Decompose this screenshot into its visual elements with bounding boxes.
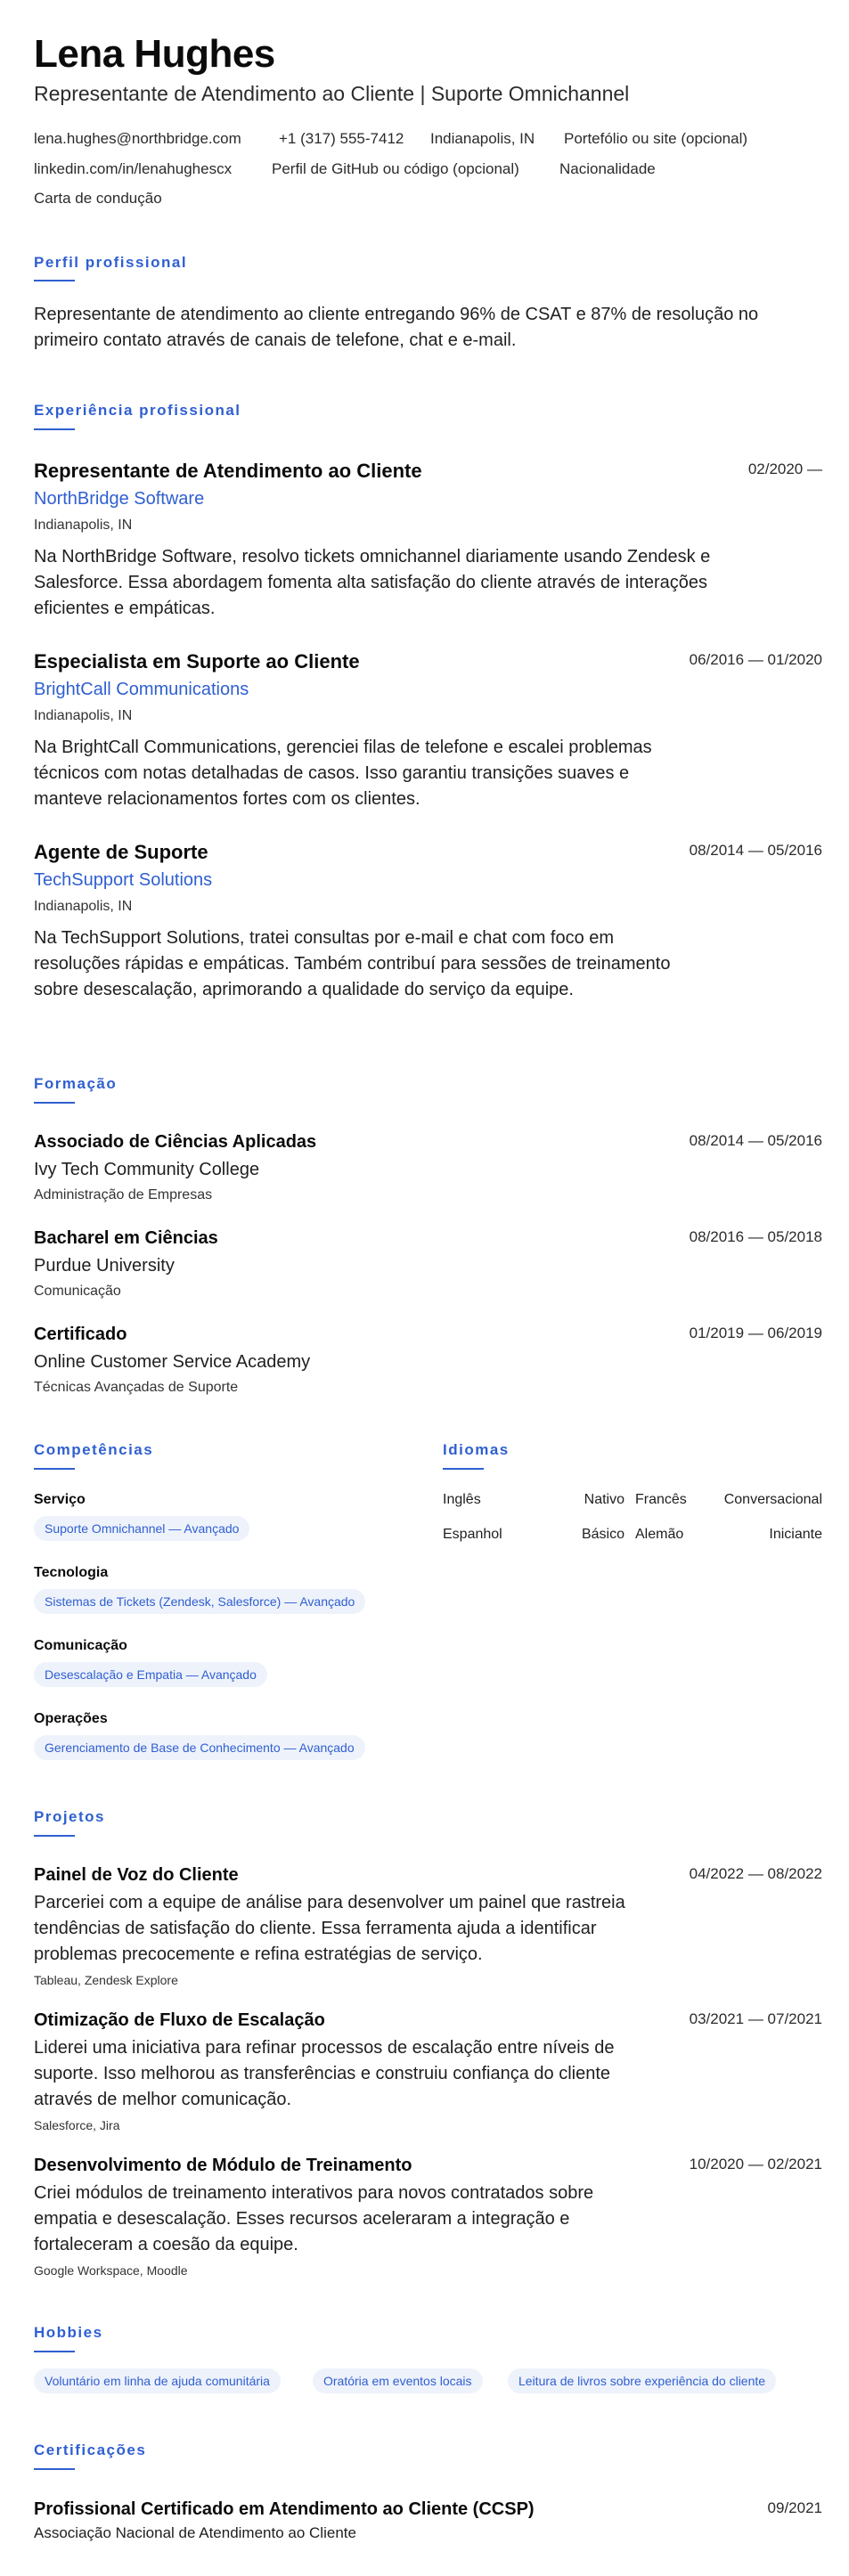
section-title-profile: Perfil profissional xyxy=(34,254,188,271)
job-company: TechSupport Solutions xyxy=(34,870,213,890)
job-dates: 02/2020 — xyxy=(747,461,822,477)
skill-chip: Desescalação e Empatia — Avançado xyxy=(34,1662,267,1687)
language-name: Espanhol xyxy=(443,1527,502,1542)
language-level: Conversacional xyxy=(723,1492,822,1507)
section-title-experience: Experiência profissional xyxy=(34,402,241,419)
project-description: Criei módulos de treinamento interativos para novos contratados sobre empatia e desescalação. Esses recursos aceleraram a integração e fortaleceram a coesão da equipe. xyxy=(34,2183,594,2254)
section-rule xyxy=(34,2468,75,2470)
education-school: Online Customer Service Academy xyxy=(34,1352,311,1372)
contact-nationality: Nacionalidade xyxy=(559,160,656,177)
project-tools: Salesforce, Jira xyxy=(34,2118,120,2132)
language-name: Inglês xyxy=(443,1492,481,1507)
section-rule xyxy=(34,1468,75,1470)
contact-linkedin[interactable]: linkedin.com/in/lenahughescx xyxy=(34,160,233,177)
project-tools: Tableau, Zendesk Explore xyxy=(34,1973,178,1987)
language-level: Iniciante xyxy=(769,1527,822,1542)
section-rule xyxy=(34,428,75,430)
education-degree: Bacharel em Ciências xyxy=(34,1228,218,1248)
education-field: Comunicação xyxy=(34,1284,121,1299)
education-dates: 01/2019 — 06/2019 xyxy=(689,1325,822,1341)
education-school: Purdue University xyxy=(34,1256,175,1276)
section-rule xyxy=(34,1835,75,1837)
contact-driving-license: Carta de condução xyxy=(34,190,162,207)
skill-category: Operações xyxy=(34,1711,108,1726)
section-title-certifications: Certificações xyxy=(34,2441,147,2458)
language-level: Básico xyxy=(581,1527,625,1542)
job-title: Especialista em Suporte ao Cliente xyxy=(34,650,360,673)
profile-summary: Representante de atendimento ao cliente entregando 96% de CSAT e 87% de resolução no primeiro contato através de canais de telefone, chat e e-mail. xyxy=(34,305,759,350)
skill-chip: Gerenciamento de Base de Conhecimento — Avançado xyxy=(34,1735,365,1760)
job-title: Representante de Atendimento ao Cliente xyxy=(34,460,422,482)
candidate-name: Lena Hughes xyxy=(34,32,275,76)
section-title-hobbies: Hobbies xyxy=(34,2324,103,2341)
certification-date: 09/2021 xyxy=(767,2499,822,2516)
job-company: BrightCall Communications xyxy=(34,680,249,699)
education-dates: 08/2014 — 05/2016 xyxy=(689,1132,822,1149)
contact-phone[interactable]: +1 (317) 555-7412 xyxy=(279,130,404,147)
contact-github[interactable]: Perfil de GitHub ou código (opcional) xyxy=(272,160,519,177)
section-rule xyxy=(443,1468,484,1470)
skill-chip: Sistemas de Tickets (Zendesk, Salesforce) — Avançado xyxy=(34,1589,365,1614)
language-name: Francês xyxy=(635,1492,687,1507)
project-name: Painel de Voz do Cliente xyxy=(34,1865,239,1885)
certification-issuer: Associação Nacional de Atendimento ao Cliente xyxy=(34,2524,356,2541)
hobby-chip: Leitura de livros sobre experiência do cliente xyxy=(508,2368,776,2393)
job-location: Indianapolis, IN xyxy=(34,518,133,533)
hobby-chip: Voluntário em linha de ajuda comunitária xyxy=(34,2368,281,2393)
job-company: NorthBridge Software xyxy=(34,489,205,509)
contact-location: Indianapolis, IN xyxy=(430,130,535,147)
job-description: Na BrightCall Communications, gerenciei filas de telefone e escalei problemas técnicos com notas detalhadas de casos. Isso garantiu transições suaves e manteve relacionamentos fortes com os clientes. xyxy=(34,738,652,809)
job-title: Agente de Suporte xyxy=(34,841,208,863)
project-name: Otimização de Fluxo de Escalação xyxy=(34,2010,325,2030)
education-field: Técnicas Avançadas de Suporte xyxy=(34,1380,239,1395)
job-location: Indianapolis, IN xyxy=(34,708,133,723)
skill-category: Serviço xyxy=(34,1492,86,1507)
project-dates: 10/2020 — 02/2021 xyxy=(689,2156,822,2172)
education-field: Administração de Empresas xyxy=(34,1187,213,1202)
job-dates: 08/2014 — 05/2016 xyxy=(689,842,822,859)
project-description: Liderei uma iniciativa para refinar processos de escalação entre níveis de suporte. Isso melhorou as transferências e construiu confiança do cliente através de melhor comunicação. xyxy=(34,2038,615,2109)
skill-category: Comunicação xyxy=(34,1638,127,1653)
hobby-chip: Oratória em eventos locais xyxy=(313,2368,483,2393)
section-rule xyxy=(34,280,75,281)
skill-chip: Suporte Omnichannel — Avançado xyxy=(34,1516,249,1541)
section-title-skills: Competências xyxy=(34,1441,154,1458)
contact-email[interactable]: lena.hughes@northbridge.com xyxy=(34,130,241,147)
project-name: Desenvolvimento de Módulo de Treinamento xyxy=(34,2156,412,2175)
project-tools: Google Workspace, Moodle xyxy=(34,2263,188,2278)
education-dates: 08/2016 — 05/2018 xyxy=(689,1228,822,1245)
education-school: Ivy Tech Community College xyxy=(34,1160,260,1179)
section-rule xyxy=(34,2351,75,2352)
language-level: Nativo xyxy=(584,1492,625,1507)
headline: Representante de Atendimento ao Cliente | Suporte Omnichannel xyxy=(34,82,630,105)
skill-category: Tecnologia xyxy=(34,1565,109,1580)
education-degree: Associado de Ciências Aplicadas xyxy=(34,1132,317,1152)
project-dates: 03/2021 — 07/2021 xyxy=(689,2010,822,2027)
language-name: Alemão xyxy=(635,1527,684,1542)
project-dates: 04/2022 — 08/2022 xyxy=(689,1865,822,1882)
section-title-projects: Projetos xyxy=(34,1808,106,1825)
job-description: Na TechSupport Solutions, tratei consultas por e-mail e chat com foco em resoluções rápidas e empáticas. Também contribuí para sessões de treinamento sobre desescalação, aprimorando a qualidade do serviço da equipe. xyxy=(34,928,671,999)
education-degree: Certificado xyxy=(34,1325,127,1344)
job-location: Indianapolis, IN xyxy=(34,899,133,914)
section-rule xyxy=(34,1102,75,1104)
section-title-languages: Idiomas xyxy=(443,1441,510,1458)
job-description: Na NorthBridge Software, resolvo tickets omnichannel diariamente usando Zendesk e Salesforce. Essa abordagem fomenta alta satisfação do cliente através de interações eficientes e empáticas. xyxy=(34,547,711,618)
certification-name: Profissional Certificado em Atendimento ao Cliente (CCSP) xyxy=(34,2499,535,2519)
section-title-education: Formação xyxy=(34,1075,118,1092)
job-dates: 06/2016 — 01/2020 xyxy=(689,651,822,668)
project-description: Parceriei com a equipe de análise para desenvolver um painel que rastreia tendências de satisfação do cliente. Essa ferramenta ajuda a identificar problemas precocemente e refina estratégias de serviço. xyxy=(34,1893,625,1964)
contact-portfolio[interactable]: Portefólio ou site (opcional) xyxy=(564,130,748,147)
